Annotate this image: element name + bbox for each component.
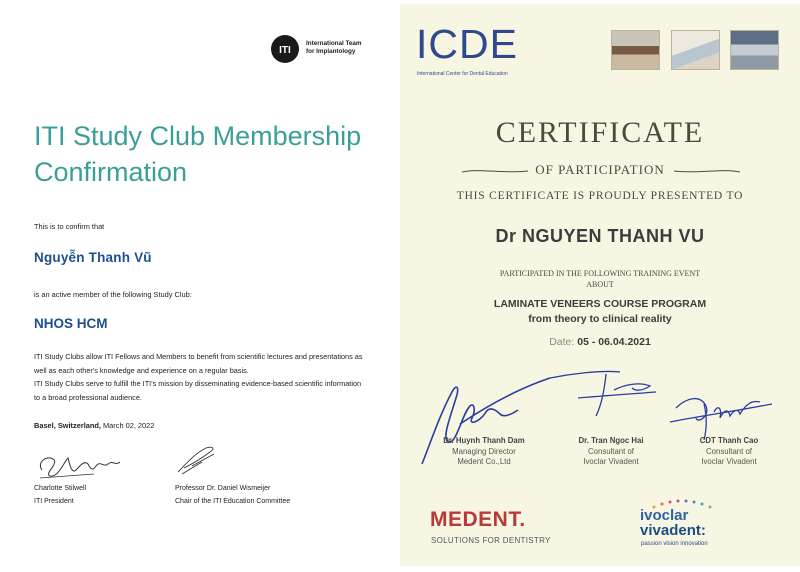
para-line: well as each other's knowledge and experience on a regular basis. — [34, 365, 249, 375]
para-line: ITI Study Clubs allow ITI Fellows and Members to benefit from scientific lectures and presentations as — [34, 352, 363, 361]
iti-org-line: International Team — [306, 40, 362, 47]
icde-logo-subtitle: International Center for Dental Education — [417, 71, 508, 77]
course-line: LAMINATE VENEERS COURSE PROGRAM — [493, 298, 707, 310]
signatory-role: ITI President — [34, 498, 74, 505]
icde-certificate — [400, 4, 800, 566]
member-name: Nguyễn Thanh Vũ — [34, 250, 152, 265]
intro-text: This is to confirm that — [34, 222, 105, 231]
signatory-name: Professor Dr. Daniel Wismeijer — [175, 485, 271, 492]
building-photo — [611, 30, 660, 70]
medent-logo: MEDENT. — [430, 508, 526, 531]
signatory-tran — [564, 436, 658, 468]
signatory-role: Chair of the ITI Education Committee — [175, 498, 291, 505]
signatory-huynh — [430, 436, 538, 468]
date-label: Date: — [549, 336, 575, 348]
title-line: Confirmation — [34, 157, 188, 187]
classroom-photo — [730, 30, 779, 70]
flourish-right-icon — [672, 166, 742, 176]
description-paragraph — [34, 350, 379, 404]
course-title — [400, 297, 800, 327]
signatory-name: Charlotte Stilwell — [34, 485, 87, 492]
signatory-2 — [175, 482, 290, 508]
club-name: NHOS HCM — [34, 316, 108, 331]
date-value: 05 - 06.04.2021 — [577, 336, 651, 348]
para-line: to a broad professional audience. — [34, 392, 142, 402]
certificate-subtitle: OF PARTICIPATION — [535, 162, 665, 177]
signature-cao — [670, 399, 772, 440]
icde-logo: ICDE — [416, 21, 518, 67]
event-text — [400, 268, 800, 290]
para-line: ITI Study Clubs serve to fulfill the ITI's mission by disseminating evidence-based scientific information — [34, 379, 362, 388]
event-line: ABOUT — [586, 280, 614, 289]
clinic-photo — [671, 30, 720, 70]
signatory-name: CDT Thanh Cao — [699, 436, 759, 445]
recipient-name: Dr NGUYEN THANH VU — [495, 226, 705, 246]
course-date — [400, 336, 800, 348]
signature-tran — [550, 371, 656, 416]
document-title — [34, 118, 384, 190]
iti-org-line: for Implantology — [306, 48, 356, 55]
place: Basel, Switzerland, — [34, 421, 101, 430]
member-of-text: is an active member of the following Study Club: — [34, 290, 192, 299]
signatory-name: Dr. Tran Ngoc Hai — [578, 436, 644, 445]
title-line: ITI Study Club Membership — [34, 121, 362, 151]
signatory-org: Medent Co.,Ltd — [457, 457, 511, 466]
signatory-role: Consultant of — [588, 446, 634, 456]
signatory-cao — [682, 436, 776, 468]
signatory-role: Managing Director — [452, 446, 516, 456]
iti-logo-mark: ITI — [279, 45, 291, 56]
ivoclar-logo — [640, 508, 706, 538]
ivoclar-line: vivadent: — [640, 522, 706, 539]
course-line: from theory to clinical reality — [528, 313, 672, 325]
iti-org-name — [306, 40, 362, 56]
signature-stilwell — [34, 448, 124, 482]
signatory-1 — [34, 482, 86, 508]
presented-to-text: THIS CERTIFICATE IS PROUDLY PRESENTED TO — [456, 190, 744, 202]
medent-tagline: SOLUTIONS FOR DENTISTRY — [431, 536, 551, 545]
event-line: PARTICIPATED IN THE FOLLOWING TRAINING EVENT — [499, 269, 701, 278]
ivoclar-tagline: passion vision innovation — [641, 541, 708, 547]
certificate-title: CERTIFICATE — [495, 116, 705, 149]
iti-logo-icon — [270, 34, 300, 64]
signatory-name: Dr. Huynh Thanh Dam — [443, 436, 525, 445]
signatory-org: Ivoclar Vivadent — [583, 457, 639, 466]
issue-date: March 02, 2022 — [103, 421, 155, 430]
signature-wismeijer — [172, 442, 222, 476]
place-date — [34, 421, 154, 430]
signatory-org: Ivoclar Vivadent — [701, 457, 757, 466]
ivoclar-line: ivoclar — [640, 507, 689, 524]
signatory-role: Consultant of — [706, 446, 752, 456]
